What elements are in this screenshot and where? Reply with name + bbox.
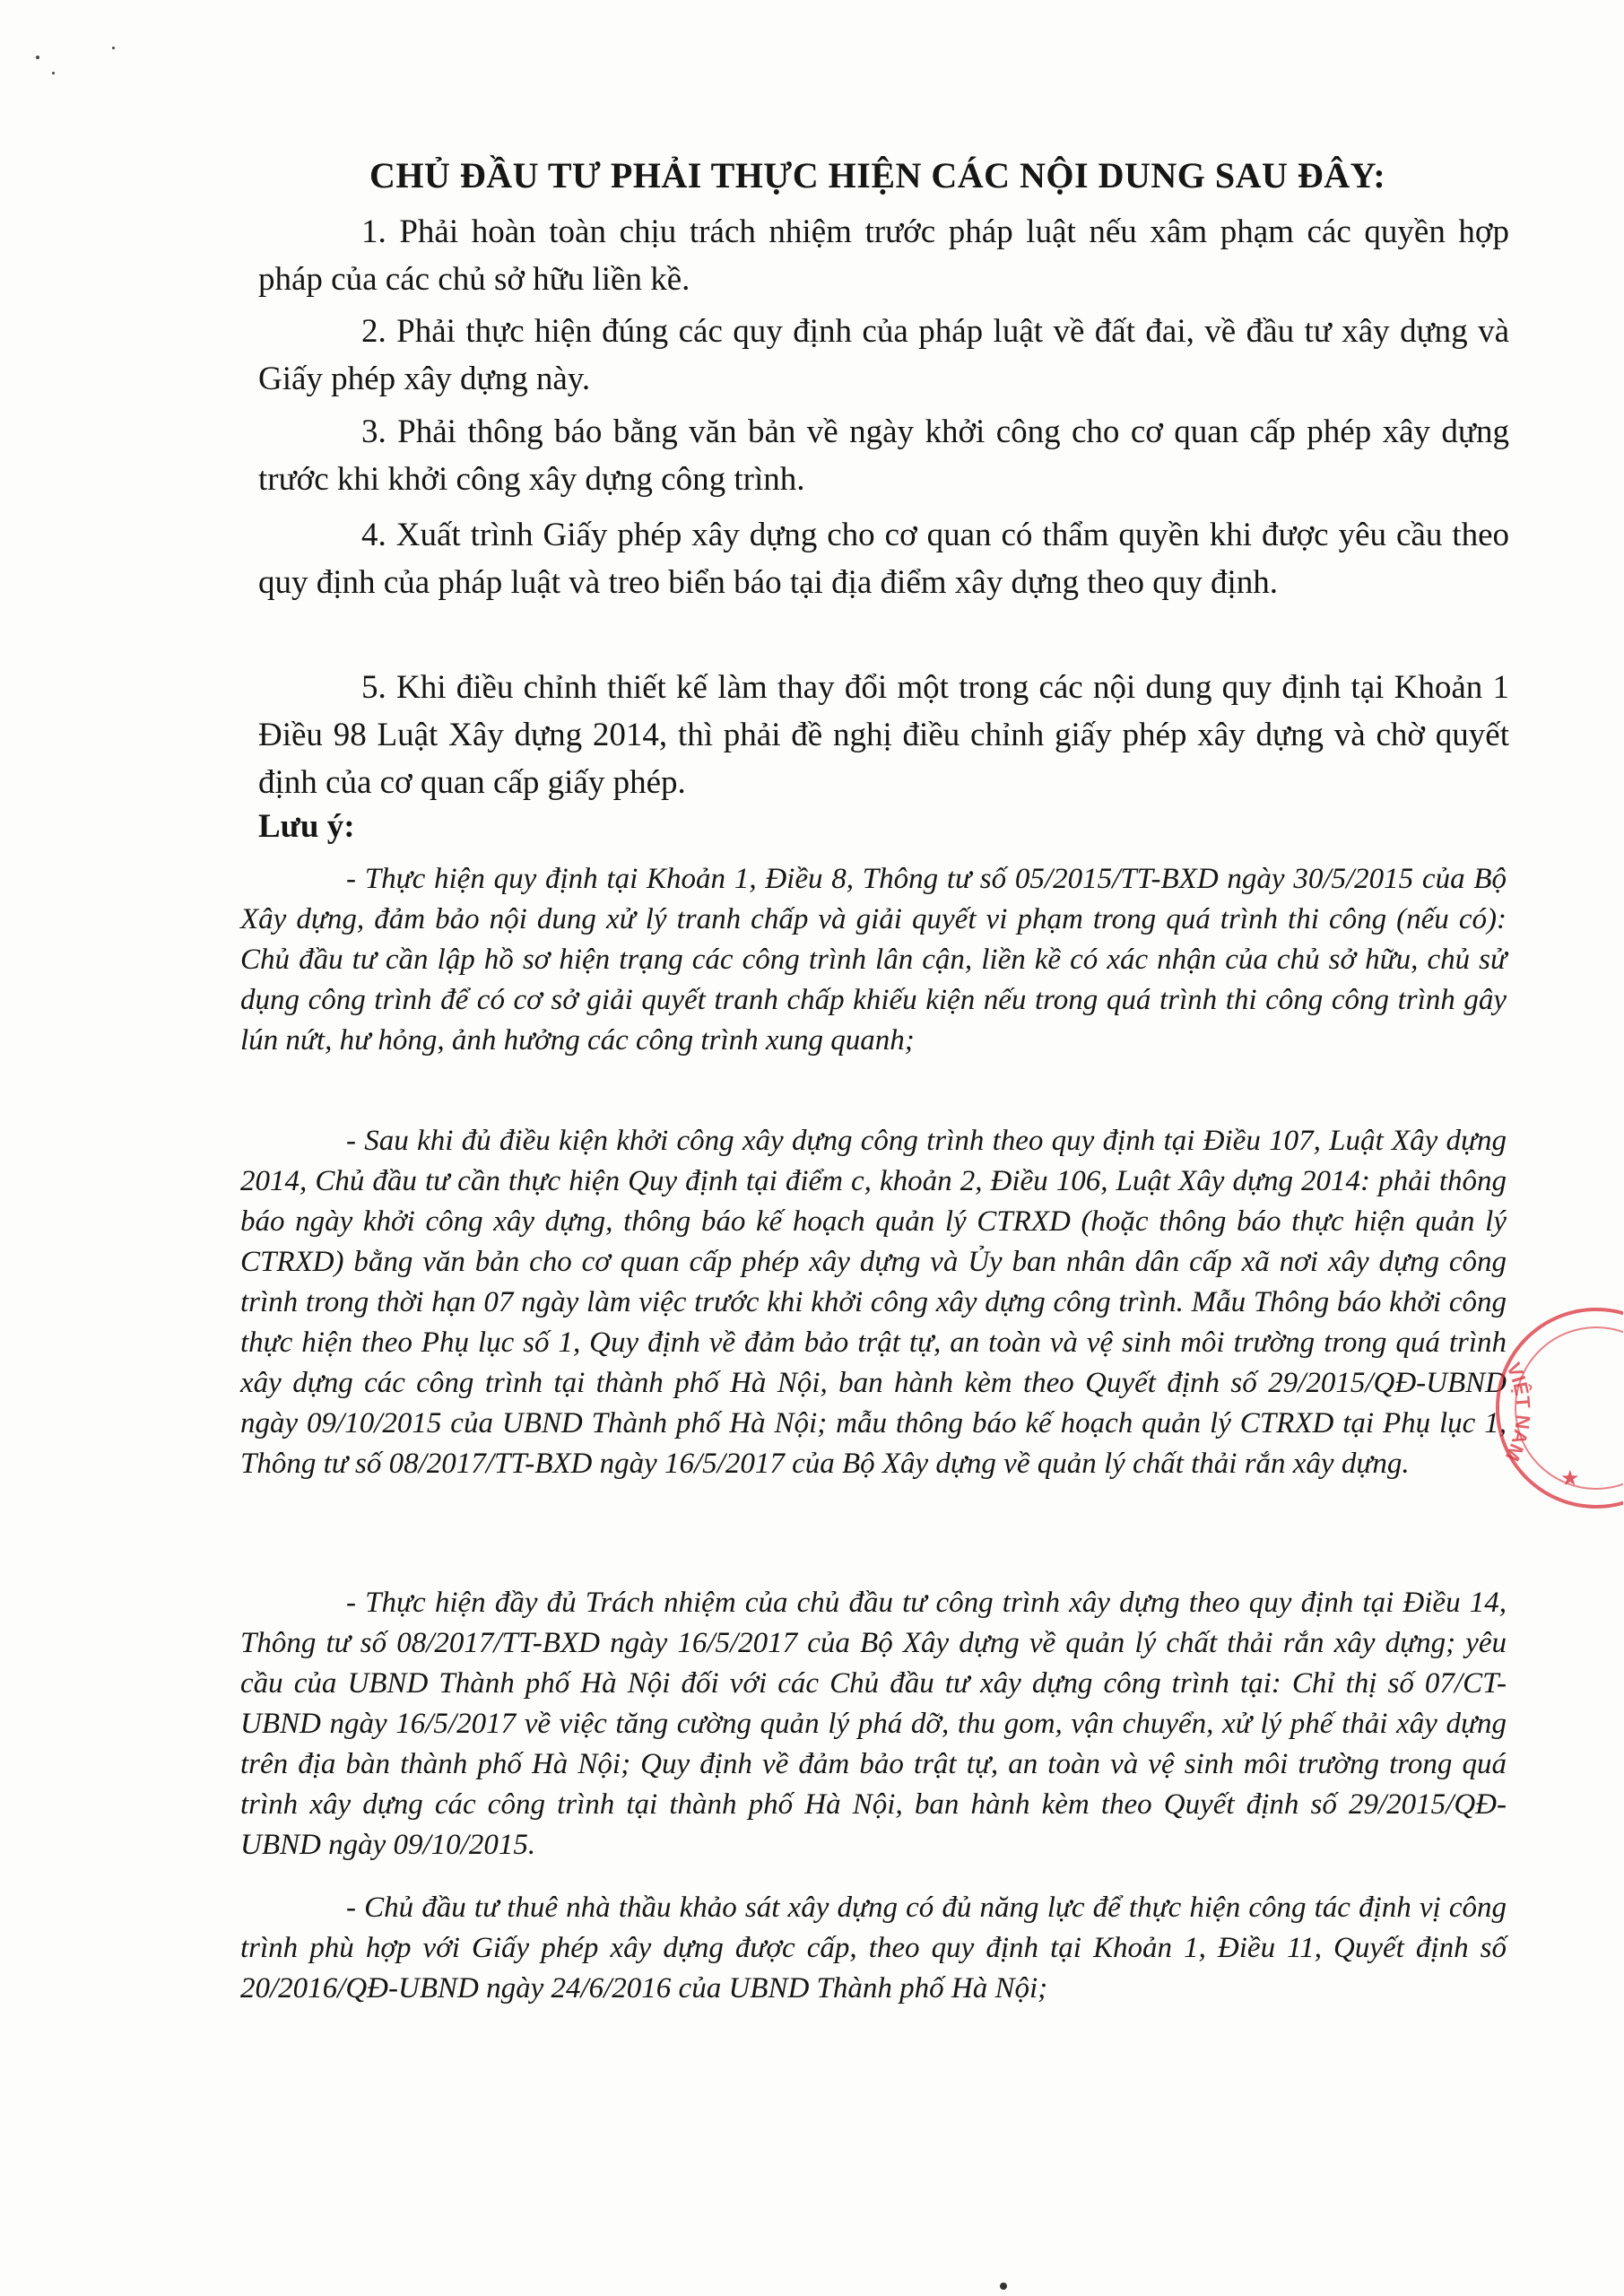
obligation-text: 2. Phải thực hiện đúng các quy định của pháp luật về đất đai, về đầu tư xây dựng và Giấy phép xây dựng này. [258,313,1509,397]
scan-speck [36,56,39,59]
note-text: - Chủ đầu tư thuê nhà thầu khảo sát xây dựng có đủ năng lực để thực hiện công tác định vị công trình phù hợp với Giấy phép xây dựng được cấp, theo quy định tại Khoản 1, Điều 11, Quyết định số 20/2016/QĐ-UBND ngày 24/6/2016 của UBND Thành phố Hà Nội; [240,1892,1507,2005]
note-text: - Thực hiện đầy đủ Trách nhiệm của chủ đầu tư công trình xây dựng theo quy định tại Điều 14, Thông tư số 08/2017/TT-BXD ngày 16/5/2017 của Bộ Xây dựng về quản lý chất thải rắn xây dựng; yêu cầu của UBND Thành phố Hà Nội đối với các Chủ đầu tư xây dựng công trình tại: Chỉ thị số 07/CT-UBND ngày 16/5/2017 về việc tăng cường quản lý phá dỡ, thu gom, vận chuyển, xử lý phế thải xây dựng trên địa bàn thành phố Hà Nội; Quy định về đảm bảo trật tự, an toàn và vệ sinh môi trường trong quá trình xây dựng các công trình tại thành phố Hà Nội, ban hành kèm theo Quyết định số 29/2015/QĐ-UBND ngày 09/10/2015. [240,1587,1507,1861]
official-seal [1453,1292,1623,1525]
obligation-item [258,408,1509,503]
obligation-item [258,511,1509,606]
obligation-item [258,308,1509,403]
note-label: Lưu ý: [258,808,355,845]
svg-text:★: ★ [1560,1467,1580,1491]
note-item [240,1888,1507,2009]
seal-graphic [1453,1292,1623,1525]
note-item [240,1583,1507,1866]
obligation-text: 3. Phải thông báo bằng văn bản về ngày khởi công cho cơ quan cấp phép xây dựng trước khi khởi công xây dựng công trình. [258,413,1509,498]
obligation-text: 1. Phải hoàn toàn chịu trách nhiệm trước pháp luật nếu xâm phạm các quyền hợp pháp của các chủ sở hữu liền kề. [258,213,1509,298]
obligation-text: 4. Xuất trình Giấy phép xây dựng cho cơ quan có thẩm quyền khi được yêu cầu theo quy định của pháp luật và treo biển báo tại địa điểm xây dựng theo quy định. [258,517,1509,601]
scan-speck [112,47,115,49]
scan-speck [52,72,55,74]
note-item [240,859,1507,1061]
note-text: - Sau khi đủ điều kiện khởi công xây dựng công trình theo quy định tại Điều 107, Luật Xây dựng 2014, Chủ đầu tư cần thực hiện Quy định tại điểm c, khoản 2, Điều 106, Luật Xây dựng 2014: phải thông báo ngày khởi công xây dựng, thông báo kế hoạch quản lý CTRXD (hoặc thông báo thực hiện quản lý CTRXD) bằng văn bản cho cơ quan cấp phép xây dựng và Ủy ban nhân dân cấp xã nơi xây dựng công trình trong thời hạn 07 ngày làm việc trước khi khởi công xây dựng công trình. Mẫu Thông báo khởi công thực hiện theo Phụ lục số 1, Quy định về đảm bảo trật tự, an toàn và vệ sinh môi trường trong quá trình xây dựng các công trình tại thành phố Hà Nội, ban hành kèm theo Quyết định số 29/2015/QĐ-UBND ngày 09/10/2015 của UBND Thành phố Hà Nội; mẫu thông báo kế hoạch quản lý CTRXD tại Phụ lục 1, Thông tư số 08/2017/TT-BXD ngày 16/5/2017 của Bộ Xây dựng về quản lý chất thải rắn xây dựng. [240,1125,1507,1480]
svg-text:VIỆT NAM: VIỆT NAM [1500,1359,1535,1465]
note-text: - Thực hiện quy định tại Khoản 1, Điều 8, Thông tư số 05/2015/TT-BXD ngày 30/5/2015 của Bộ Xây dựng, đảm bảo nội dung xử lý tranh chấp và giải quyết vi phạm trong quá trình thi công (nếu có): Chủ đầu tư cần lập hồ sơ hiện trạng các công trình lân cận, liền kề có xác nhận của chủ sở hữu, chủ sử dụng công trình để có cơ sở giải quyết tranh chấp khiếu kiện nếu trong quá trình thi công công trình gây lún nứt, hư hỏng, ảnh hưởng các công trình xung quanh; [240,863,1507,1057]
document-heading: CHỦ ĐẦU TƯ PHẢI THỰC HIỆN CÁC NỘI DUNG SAU ĐÂY: [369,155,1386,196]
obligation-text: 5. Khi điều chỉnh thiết kế làm thay đổi một trong các nội dung quy định tại Khoản 1 Điều 98 Luật Xây dựng 2014, thì phải đề nghị điều chỉnh giấy phép xây dựng và chờ quyết định của cơ quan cấp giấy phép. [258,669,1509,801]
obligation-item [258,664,1509,806]
obligation-item [258,208,1509,303]
scan-speck [1000,2283,1007,2290]
note-item [240,1121,1507,1484]
